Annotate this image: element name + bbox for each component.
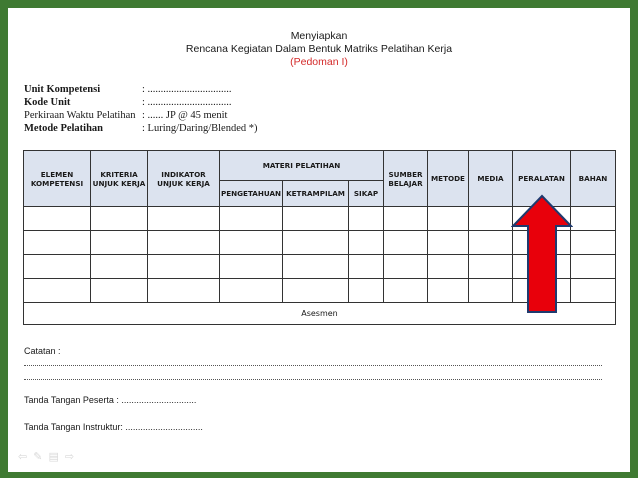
asesmen-cell: Asesmen xyxy=(24,303,616,325)
notes-label: Catatan : xyxy=(24,346,61,356)
info-label: Kode Unit xyxy=(24,97,71,108)
info-value: : Luring/Daring/Blended *) xyxy=(142,123,258,134)
col-header-peralatan: PERALATAN xyxy=(513,151,571,207)
table-cell[interactable] xyxy=(428,231,469,255)
slides-icon[interactable]: ▤ xyxy=(48,450,59,463)
col-header-materi: MATERI PELATIHAN xyxy=(220,151,384,181)
table-cell[interactable] xyxy=(283,279,349,303)
table-cell[interactable] xyxy=(220,207,283,231)
table-cell[interactable] xyxy=(428,255,469,279)
col-header-indikator: INDIKATOR UNJUK KERJA xyxy=(148,151,220,207)
info-value: : ...... JP @ 45 menit xyxy=(142,110,228,121)
table-cell[interactable] xyxy=(91,207,148,231)
table-cell[interactable] xyxy=(91,279,148,303)
info-value: : ................................ xyxy=(142,97,232,108)
forward-icon[interactable]: ⇨ xyxy=(64,450,75,463)
back-icon[interactable]: ⇦ xyxy=(18,450,28,463)
subcol-header-ketrampilam: KETRAMPILAM xyxy=(283,181,349,207)
table-cell[interactable] xyxy=(571,255,616,279)
table-cell[interactable] xyxy=(349,279,384,303)
table-cell[interactable] xyxy=(283,231,349,255)
subcol-header-pengetahuan: PENGETAHUAN xyxy=(220,181,283,207)
subcol-header-sikap: SIKAP xyxy=(349,181,384,207)
instructor-signature-line: Tanda Tangan Instruktur: ............................... xyxy=(24,422,203,432)
table-cell[interactable] xyxy=(469,279,513,303)
table-cell[interactable] xyxy=(24,207,91,231)
col-header-sumber: SUMBER BELAJAR xyxy=(384,151,428,207)
slide-nav-controls xyxy=(18,450,74,463)
col-header-elemen: ELEMEN KOMPETENSI xyxy=(24,151,91,207)
table-cell[interactable] xyxy=(220,279,283,303)
col-header-media: MEDIA xyxy=(469,151,513,207)
info-label: Unit Kompetensi xyxy=(24,84,101,95)
doc-title-line2: Rencana Kegiatan Dalam Bentuk Matriks Pelatihan Kerja xyxy=(185,43,453,55)
table-cell[interactable] xyxy=(24,279,91,303)
table-cell[interactable] xyxy=(220,231,283,255)
info-label: Metode Pelatihan xyxy=(24,123,104,134)
slide-page xyxy=(8,8,630,472)
up-arrow-icon xyxy=(511,194,573,314)
col-header-metode: METODE xyxy=(428,151,469,207)
table-cell[interactable] xyxy=(571,207,616,231)
participant-signature-line: Tanda Tangan Peserta : .............................. xyxy=(24,395,197,405)
table-cell[interactable] xyxy=(24,255,91,279)
table-cell[interactable] xyxy=(283,207,349,231)
table-cell[interactable] xyxy=(148,207,220,231)
table-cell[interactable] xyxy=(148,231,220,255)
col-header-bahan: BAHAN xyxy=(571,151,616,207)
col-header-kriteria: KRITERIA UNJUK KERJA xyxy=(91,151,148,207)
info-value: : ................................ xyxy=(142,84,232,95)
table-cell[interactable] xyxy=(91,231,148,255)
notes-dotted-line[interactable] xyxy=(24,365,602,366)
table-cell[interactable] xyxy=(148,279,220,303)
table-cell[interactable] xyxy=(571,231,616,255)
table-cell[interactable] xyxy=(428,279,469,303)
table-cell[interactable] xyxy=(469,255,513,279)
table-cell[interactable] xyxy=(571,279,616,303)
table-cell[interactable] xyxy=(384,279,428,303)
table-cell[interactable] xyxy=(24,231,91,255)
table-cell[interactable] xyxy=(283,255,349,279)
table-cell[interactable] xyxy=(384,231,428,255)
table-cell[interactable] xyxy=(384,255,428,279)
info-label: Perkiraan Waktu Pelatihan xyxy=(24,110,136,121)
table-cell[interactable] xyxy=(349,207,384,231)
table-cell[interactable] xyxy=(349,231,384,255)
table-cell[interactable] xyxy=(220,255,283,279)
notes-dotted-line[interactable] xyxy=(24,379,602,380)
table-cell[interactable] xyxy=(148,255,220,279)
table-cell[interactable] xyxy=(384,207,428,231)
table-cell[interactable] xyxy=(91,255,148,279)
table-cell[interactable] xyxy=(428,207,469,231)
table-cell[interactable] xyxy=(469,207,513,231)
pen-icon[interactable]: ✎ xyxy=(33,450,43,463)
table-cell[interactable] xyxy=(469,231,513,255)
table-cell[interactable] xyxy=(349,255,384,279)
doc-title-subtitle: (Pedoman I) xyxy=(290,56,348,68)
doc-title-line1: Menyiapkan xyxy=(290,30,348,42)
